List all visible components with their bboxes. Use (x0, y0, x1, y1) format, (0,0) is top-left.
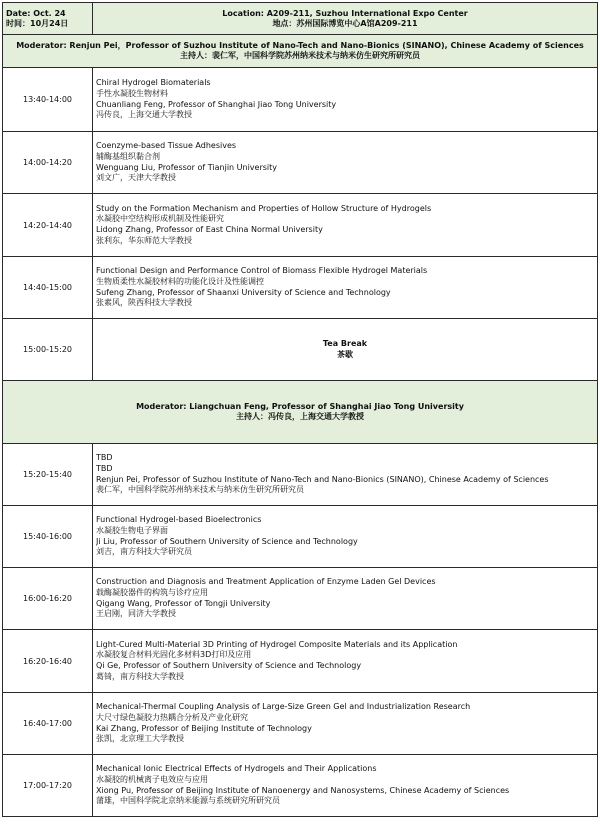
speaker-cn: 王启刚，同济大学教授 (96, 609, 176, 619)
talk-title-en: TBD (96, 453, 113, 463)
talk-time: 15:40-16:00 (3, 506, 93, 568)
speaker-cn: 葛锜，南方科技大学教授 (96, 671, 184, 681)
talk-row (3, 630, 598, 693)
talk-details (93, 506, 598, 568)
talk-title-en: Coenzyme-based Tissue Adhesives (96, 141, 237, 151)
talk-time: 14:20-14:40 (3, 194, 93, 257)
speaker-cn: 张凯，北京理工大学教授 (96, 734, 184, 744)
talk-time: 16:40-17:00 (3, 693, 93, 755)
speaker-en: Wenguang Liu, Professor of Tianjin University (96, 162, 278, 172)
speaker-cn: 刘文广，天津大学教授 (96, 173, 176, 183)
speaker-cn: 刘吉，南方科技大学研究员 (96, 547, 192, 557)
talk-row (3, 506, 598, 568)
talk-details (93, 568, 598, 630)
date-cell (3, 3, 93, 35)
talk-time: 16:20-16:40 (3, 630, 93, 693)
break-label-cn: 茶歇 (337, 349, 353, 359)
agenda-table (2, 2, 598, 817)
date-cn: 时间：10月24日 (6, 18, 69, 28)
moderator-cn: 主持人：裴仁军，中国科学院苏州纳米技术与纳米仿生研究所研究员 (180, 51, 420, 60)
talk-time: 14:00-14:20 (3, 132, 93, 194)
talk-title-cn: 辅酶基组织黏合剂 (96, 151, 160, 161)
talk-title-en: Construction and Diagnosis and Treatment Application of Enzyme Laden Gel Devices (96, 577, 436, 587)
speaker-cn: 蒲雄，中国科学院北京纳米能源与系统研究所研究员 (96, 796, 280, 806)
talk-details (93, 444, 598, 506)
talk-row (3, 132, 598, 194)
speaker-en: Xiong Pu, Professor of Beijing Institute of Nanoenergy and Nanosystems, Chinese Academy of Sciences (96, 785, 510, 795)
speaker-en: Chuanliang Feng, Professor of Shanghai Jiao Tong University (96, 99, 337, 109)
moderator-cell-2 (3, 381, 598, 444)
speaker-cn: 裴仁军，中国科学院苏州纳米技术与纳米仿生研究所研究员 (96, 485, 304, 495)
talk-time: 14:40-15:00 (3, 257, 93, 319)
location-cell (93, 3, 598, 35)
talk-details (93, 755, 598, 817)
talk-title-cn: 水凝胶的机械离子电效应与应用 (96, 774, 208, 784)
location-cn: 地点：苏州国际博览中心A馆A209-211 (272, 18, 418, 28)
talk-title-en: Mechanical-Thermal Coupling Analysis of Large-Size Green Gel and Industrialization Research (96, 702, 471, 712)
talk-title-en: Functional Hydrogel-based Bioelectronics (96, 515, 262, 525)
speaker-en: Ji Liu, Professor of Southern University of Science and Technology (96, 536, 358, 546)
talk-title-en: Functional Design and Performance Control of Biomass Flexible Hydrogel Materials (96, 266, 428, 276)
talk-title-cn: 手性水凝胶生物材料 (96, 88, 168, 98)
talk-details (93, 693, 598, 755)
moderator-cn: 主持人：冯传良，上海交通大学教授 (236, 412, 364, 421)
talk-title-en: Mechanical Ionic Electrical Effects of Hydrogels and Their Applications (96, 764, 377, 774)
talk-row (3, 693, 598, 755)
talk-title-cn: TBD (96, 463, 113, 473)
speaker-cn: 张利东，华东师范大学教授 (96, 235, 192, 245)
talk-title-cn: 水凝胶复合材料光固化多材料3D打印及应用 (96, 650, 252, 660)
talk-details (93, 194, 598, 257)
break-time: 15:00-15:20 (3, 319, 93, 381)
tea-break-row (3, 319, 598, 381)
location-en: Location: A209-211, Suzhou International Expo Center (222, 8, 468, 18)
talk-time: 15:20-15:40 (3, 444, 93, 506)
talk-row (3, 444, 598, 506)
talk-row (3, 194, 598, 257)
talk-details (93, 257, 598, 319)
date-location-row (3, 3, 598, 35)
moderator-cell-1 (3, 35, 598, 68)
talk-details (93, 630, 598, 693)
speaker-en: Renjun Pei, Professor of Suzhou Institute of Nano-Tech and Nano-Bionics (SINANO), Chinese Academy of Sciences (96, 474, 549, 484)
moderator-row-1 (3, 35, 598, 68)
break-label-en: Tea Break (322, 339, 368, 348)
moderator-en: Moderator: Renjun Pei，Professor of Suzhou Institute of Nano-Tech and Nano-Bionics (SINANO), Chinese Academy of Sciences (16, 41, 584, 50)
talk-details (93, 68, 598, 132)
speaker-en: Kai Zhang, Professor of Beijing Institute of Technology (96, 723, 312, 733)
speaker-en: Lidong Zhang, Professor of East China Normal University (96, 225, 323, 234)
talk-row (3, 568, 598, 630)
talk-title-cn: 水凝胶中空结构形成机制及性能研究 (96, 214, 224, 224)
speaker-cn: 张素风，陕西科技大学教授 (96, 298, 192, 308)
moderator-row-2 (3, 381, 598, 444)
talk-details (93, 132, 598, 194)
moderator-en: Moderator: Liangchuan Feng, Professor of Shanghai Jiao Tong University (136, 402, 464, 411)
talk-title-en: Chiral Hydrogel Biomaterials (96, 78, 211, 88)
talk-title-cn: 生物质柔性水凝胶材料的功能化设计及性能调控 (96, 276, 264, 286)
break-cell (93, 319, 598, 381)
talk-time: 17:00-17:20 (3, 755, 93, 817)
talk-time: 13:40-14:00 (3, 68, 93, 132)
speaker-en: Qigang Wang, Professor of Tongji University (96, 598, 271, 608)
talk-row (3, 257, 598, 319)
date-en: Date: Oct. 24 (6, 8, 66, 18)
talk-title-cn: 大尺寸绿色凝胶力热耦合分析及产业化研究 (96, 712, 248, 722)
talk-title-cn: 载酶凝胶器件的构筑与诊疗应用 (96, 587, 208, 597)
talk-row (3, 68, 598, 132)
talk-time: 16:00-16:20 (3, 568, 93, 630)
speaker-cn: 冯传良，上海交通大学教授 (96, 110, 192, 120)
talk-title-cn: 水凝胶生物电子界面 (96, 525, 168, 535)
talk-title-en: Light-Cured Multi-Material 3D Printing of Hydrogel Composite Materials and its Application (96, 639, 458, 649)
talk-row (3, 755, 598, 817)
speaker-en: Qi Ge, Professor of Southern University of Science and Technology (96, 661, 362, 670)
speaker-en: Sufeng Zhang, Professor of Shaanxi University of Science and Technology (96, 287, 391, 297)
talk-title-en: Study on the Formation Mechanism and Properties of Hollow Structure of Hydrogels (96, 203, 432, 213)
